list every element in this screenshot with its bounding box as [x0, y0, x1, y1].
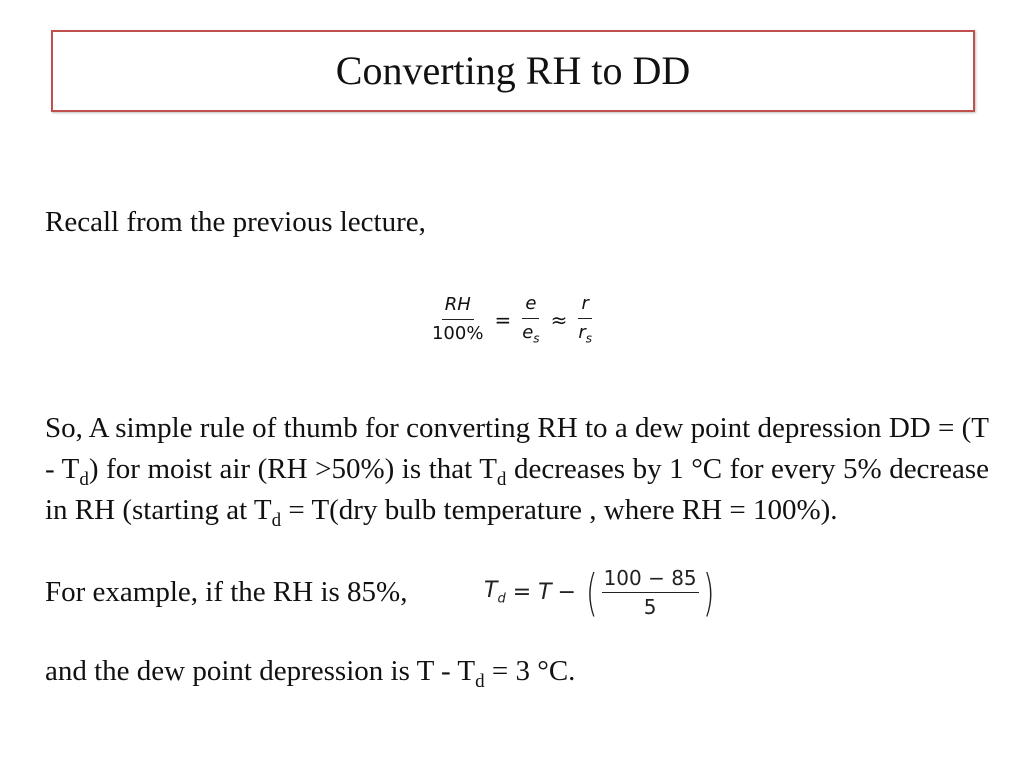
example-fraction	[602, 566, 699, 619]
mixing-ratio-denominator: $r_s$	[578, 321, 592, 346]
rule-paragraph: So, A simple rule of thumb for converting RH to a dew point depression DD = $(T - T_d)$ for moist air (RH >50%) is that $T_d$ decreases by 1 °C for every 5% decrease in RH (starting at $T_d = T(dry$ bulb temperature , where RH = 100%).	[45, 412, 989, 531]
intro-text: Recall from the previous lecture,	[45, 206, 426, 238]
vapor-pressure-fraction	[519, 294, 542, 346]
rh-ratio-equation	[0, 294, 1024, 346]
rh-denominator: 100%	[431, 323, 484, 345]
rh-fraction	[429, 295, 486, 344]
approx-sign: ≈	[550, 307, 568, 332]
rh-numerator: RH	[442, 295, 474, 320]
example-equation: $T_d$ = T − ( $\frac{100 - 85}{5}$ )	[484, 563, 715, 622]
right-paren: )	[702, 563, 715, 622]
example-denominator: 5	[643, 595, 657, 619]
vapor-pressure-denominator: $e_s$	[522, 321, 540, 346]
example-numerator: 100 − 85	[602, 566, 699, 593]
slide-title: Converting RH to DD	[335, 48, 691, 93]
equals-sign: =	[494, 307, 512, 332]
conclusion-text: and the dew point depression is $T - T_d = 3$ °C.	[45, 655, 576, 692]
example-text: For example, if the RH is 85%,	[45, 576, 408, 608]
mixing-ratio-fraction	[575, 294, 595, 346]
left-paren: (	[585, 563, 598, 622]
title-box	[51, 30, 975, 112]
mixing-ratio-numerator: r	[578, 294, 591, 319]
td-symbol: $T_d$	[484, 578, 506, 607]
vapor-pressure-numerator: e	[522, 294, 539, 319]
